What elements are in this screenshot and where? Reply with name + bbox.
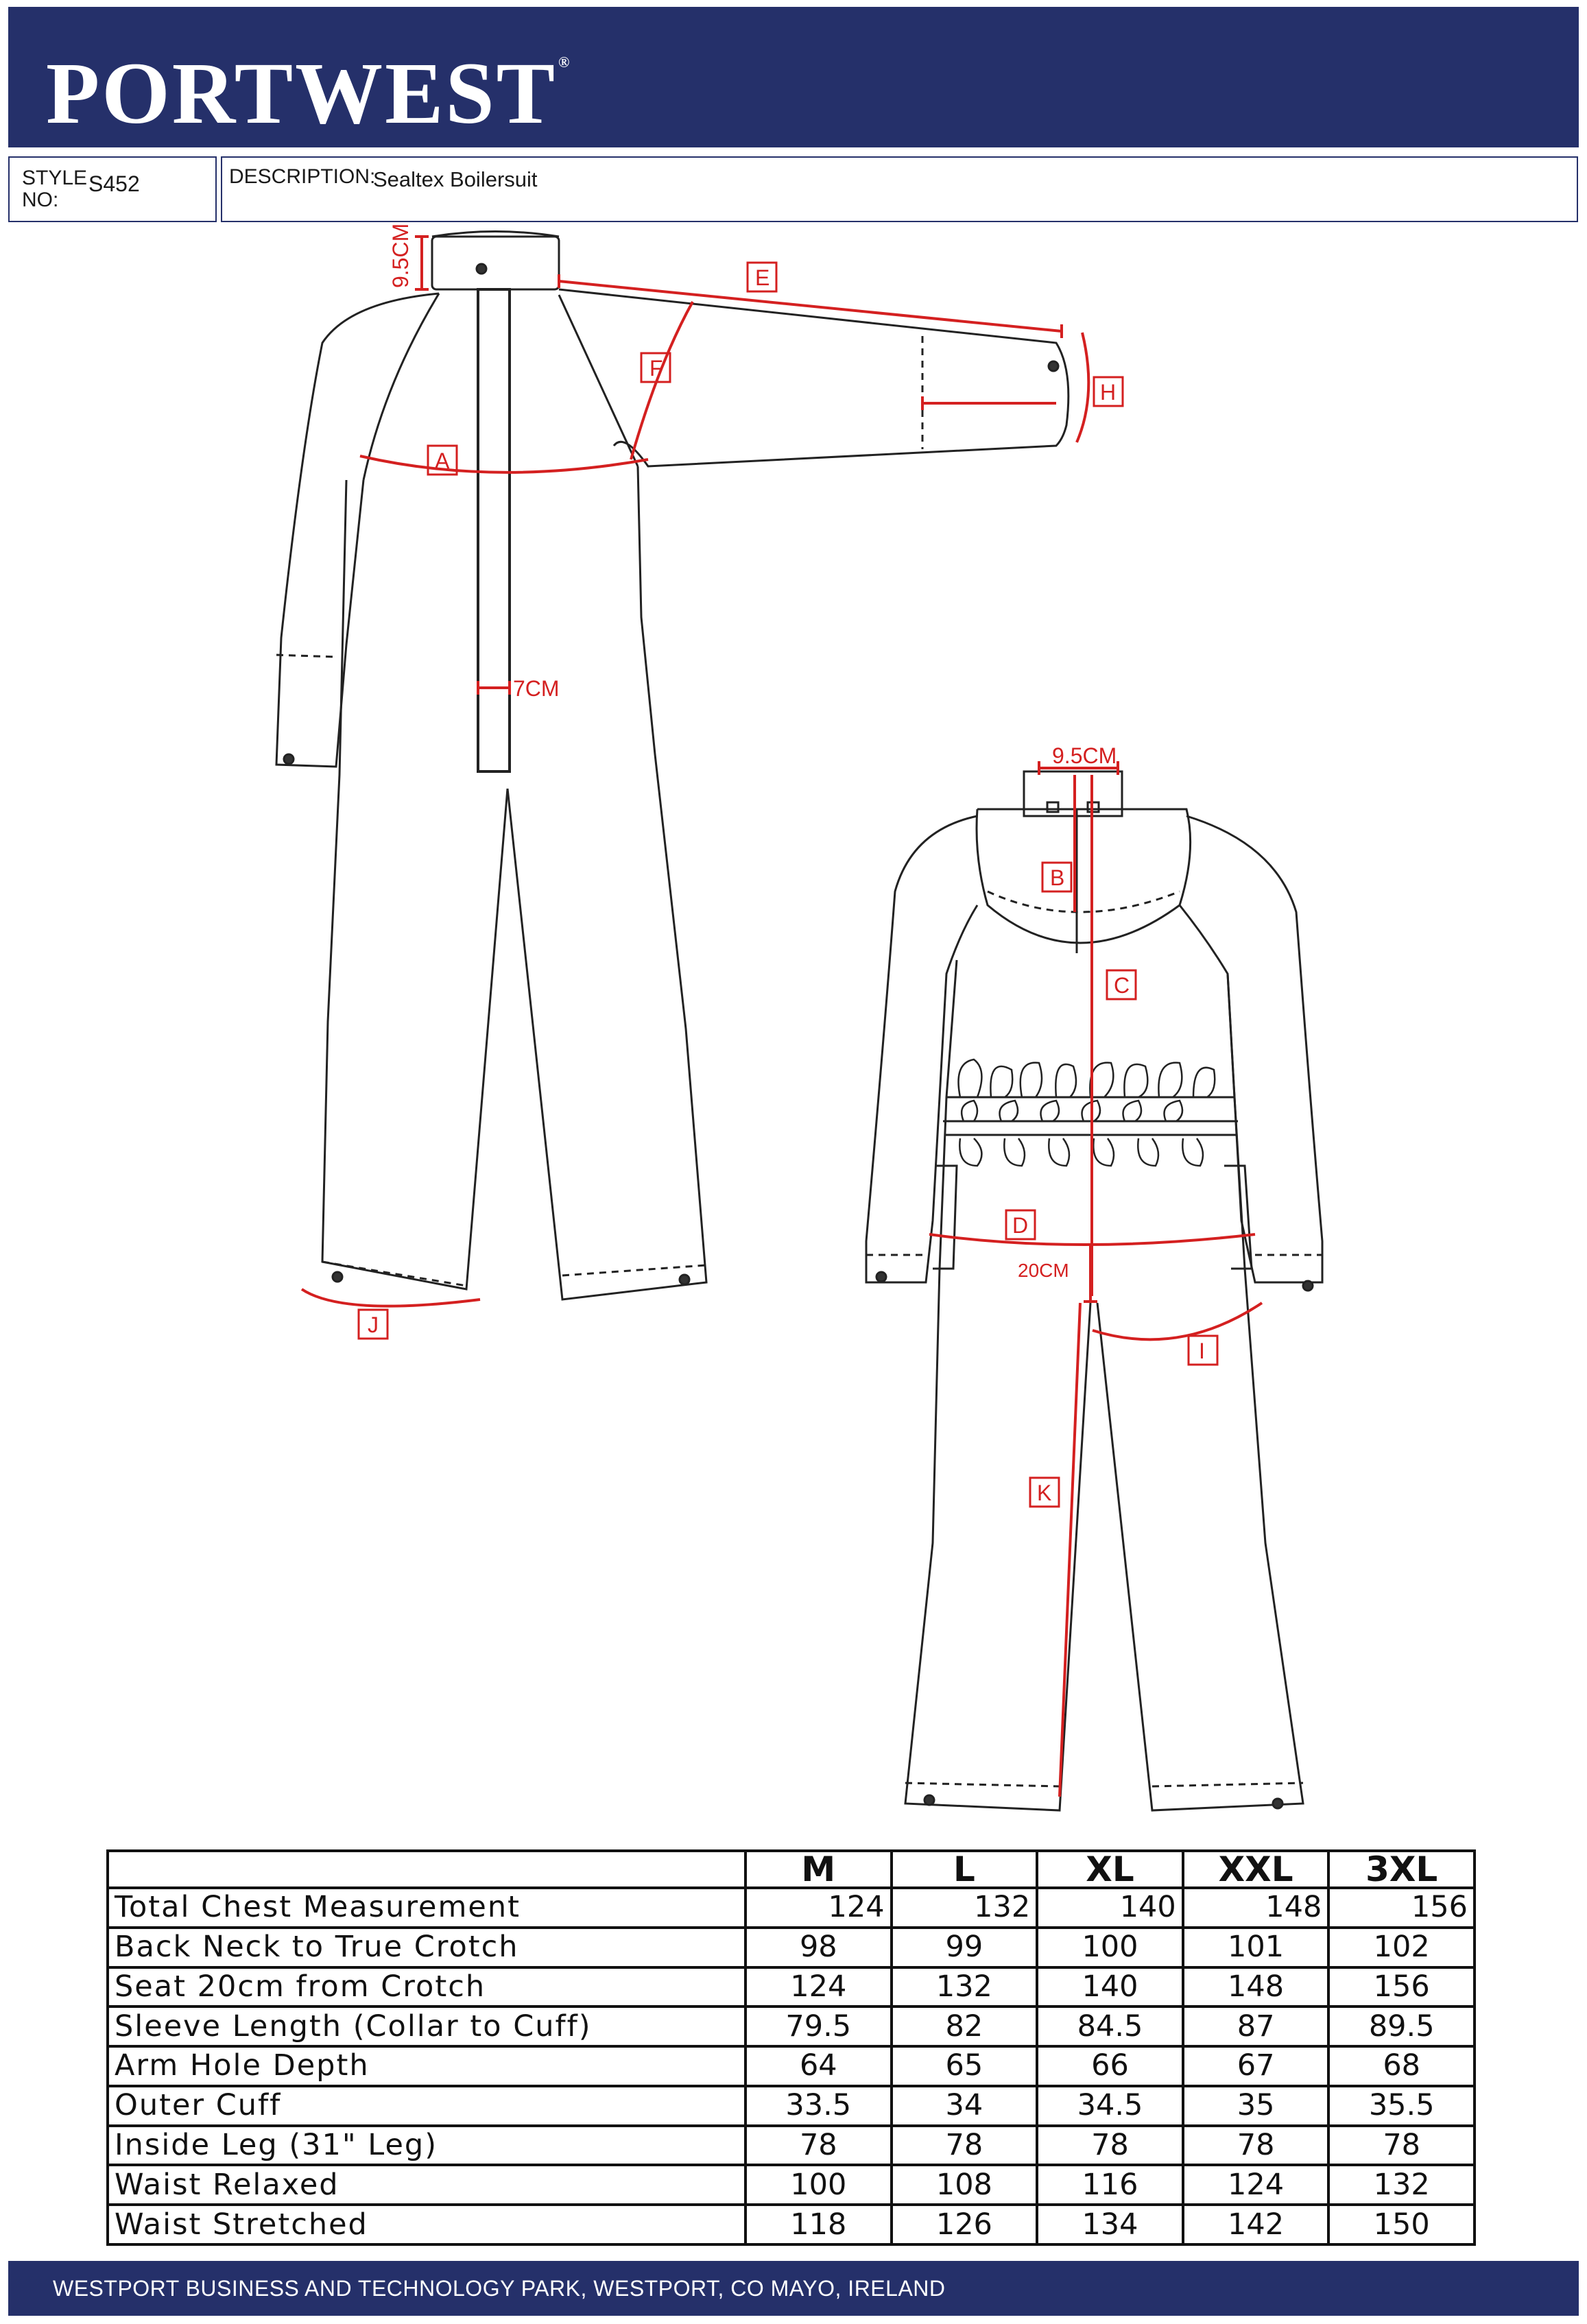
measurement-value: 148: [1183, 1888, 1329, 1928]
measurement-value: 156: [1328, 1967, 1475, 2007]
measurement-value: 132: [892, 1967, 1038, 2007]
back-collar-dim: 9.5CM: [1052, 743, 1117, 768]
measurement-value: 124: [745, 1967, 892, 2007]
measurement-value: 64: [745, 2046, 892, 2086]
size-table: [106, 1849, 1476, 2246]
callout-D: D: [1012, 1213, 1029, 1238]
size-table-container: [106, 1849, 1476, 2246]
measurement-value: 148: [1183, 1967, 1329, 2007]
footer-banner: [8, 2261, 1579, 2316]
table-row: [108, 2205, 1475, 2244]
table-row: [108, 2046, 1475, 2086]
measurement-value: 140: [1037, 1888, 1183, 1928]
style-label-line2: NO:: [22, 188, 59, 211]
measurement-label: Waist Relaxed: [108, 2165, 745, 2205]
measurement-value: 78: [892, 2126, 1038, 2166]
measurement-value: 78: [1183, 2126, 1329, 2166]
callout-C: C: [1114, 973, 1130, 998]
size-header-row: [108, 1851, 1475, 1888]
callout-H: H: [1100, 380, 1117, 405]
back-view-dimensions: [929, 761, 1262, 1797]
size-header: 3XL: [1328, 1851, 1475, 1888]
measurement-value: 78: [1328, 2126, 1475, 2166]
measurement-value: 79.5: [745, 2006, 892, 2046]
measurement-value: 118: [745, 2205, 892, 2244]
callout-K: K: [1037, 1481, 1052, 1505]
measurement-value: 108: [892, 2165, 1038, 2205]
table-row: [108, 2086, 1475, 2126]
table-row: [108, 2165, 1475, 2205]
measurement-value: 65: [892, 2046, 1038, 2086]
measurement-value: 34: [892, 2086, 1038, 2126]
measurement-value: 124: [1183, 2165, 1329, 2205]
blank-header-cell: [108, 1851, 745, 1888]
measurement-value: 35.5: [1328, 2086, 1475, 2126]
measurement-value: 150: [1328, 2205, 1475, 2244]
table-row: [108, 2006, 1475, 2046]
measurement-label: Back Neck to True Crotch: [108, 1928, 745, 1967]
brand-name: PORTWEST: [46, 45, 557, 142]
measurement-value: 142: [1183, 2205, 1329, 2244]
size-header: XXL: [1183, 1851, 1329, 1888]
back-view-garment: [866, 771, 1322, 1810]
description-value: Sealtex Boilersuit: [373, 167, 538, 191]
measurement-label: Total Chest Measurement: [108, 1888, 745, 1928]
front-view-garment: [276, 232, 1069, 1300]
size-table-body: [108, 1888, 1475, 2244]
measurement-value: 116: [1037, 2165, 1183, 2205]
measurement-value: 33.5: [745, 2086, 892, 2126]
front-collar-dim: 9.5CM: [388, 223, 413, 288]
measurement-value: 82: [892, 2006, 1038, 2046]
measurement-value: 156: [1328, 1888, 1475, 1928]
measurement-label: Arm Hole Depth: [108, 2046, 745, 2086]
measurement-value: 68: [1328, 2046, 1475, 2086]
measurement-value: 78: [745, 2126, 892, 2166]
size-header: XL: [1037, 1851, 1183, 1888]
size-header: L: [892, 1851, 1038, 1888]
measurement-value: 66: [1037, 2046, 1183, 2086]
table-row: [108, 1888, 1475, 1928]
measurement-value: 100: [1037, 1928, 1183, 1967]
measurement-value: 132: [1328, 2165, 1475, 2205]
callout-J: J: [368, 1313, 379, 1337]
back-view-callouts: [1006, 743, 1217, 1507]
measurement-value: 132: [892, 1888, 1038, 1928]
description-label: DESCRIPTION:: [229, 165, 376, 188]
measurement-value: 67: [1183, 2046, 1329, 2086]
style-label-line1: STYLE: [22, 167, 88, 189]
registered-mark: ®: [558, 53, 572, 71]
callout-B: B: [1050, 865, 1065, 890]
callout-A: A: [435, 448, 450, 473]
callout-E: E: [755, 265, 770, 290]
measurement-value: 126: [892, 2205, 1038, 2244]
measurement-value: 100: [745, 2165, 892, 2205]
table-row: [108, 2126, 1475, 2166]
back-crotch-dim: 20CM: [1018, 1260, 1069, 1281]
size-header: M: [745, 1851, 892, 1888]
measurement-value: 87: [1183, 2006, 1329, 2046]
measurement-label: Inside Leg (31" Leg): [108, 2126, 745, 2166]
measurement-value: 99: [892, 1928, 1038, 1967]
footer-address: WESTPORT BUSINESS AND TECHNOLOGY PARK, WESTPORT, CO MAYO, IRELAND: [53, 2276, 946, 2301]
callout-F: F: [649, 356, 663, 381]
front-placket-dim: 7CM: [513, 676, 560, 701]
measurement-label: Seat 20cm from Crotch: [108, 1967, 745, 2007]
measurement-label: Outer Cuff: [108, 2086, 745, 2126]
style-number: S452: [88, 171, 140, 196]
callout-I: I: [1199, 1339, 1205, 1363]
front-view-callouts: [359, 224, 1123, 1339]
measurement-value: 34.5: [1037, 2086, 1183, 2126]
measurement-value: 89.5: [1328, 2006, 1475, 2046]
measurement-value: 98: [745, 1928, 892, 1967]
table-row: [108, 1928, 1475, 1967]
measurement-value: 101: [1183, 1928, 1329, 1967]
measurement-label: Waist Stretched: [108, 2205, 745, 2244]
measurement-value: 124: [745, 1888, 892, 1928]
measurement-value: 78: [1037, 2126, 1183, 2166]
measurement-label: Sleeve Length (Collar to Cuff): [108, 2006, 745, 2046]
measurement-value: 84.5: [1037, 2006, 1183, 2046]
measurement-value: 35: [1183, 2086, 1329, 2126]
measurement-value: 134: [1037, 2205, 1183, 2244]
table-row: [108, 1967, 1475, 2007]
measurement-value: 102: [1328, 1928, 1475, 1967]
measurement-value: 140: [1037, 1967, 1183, 2007]
